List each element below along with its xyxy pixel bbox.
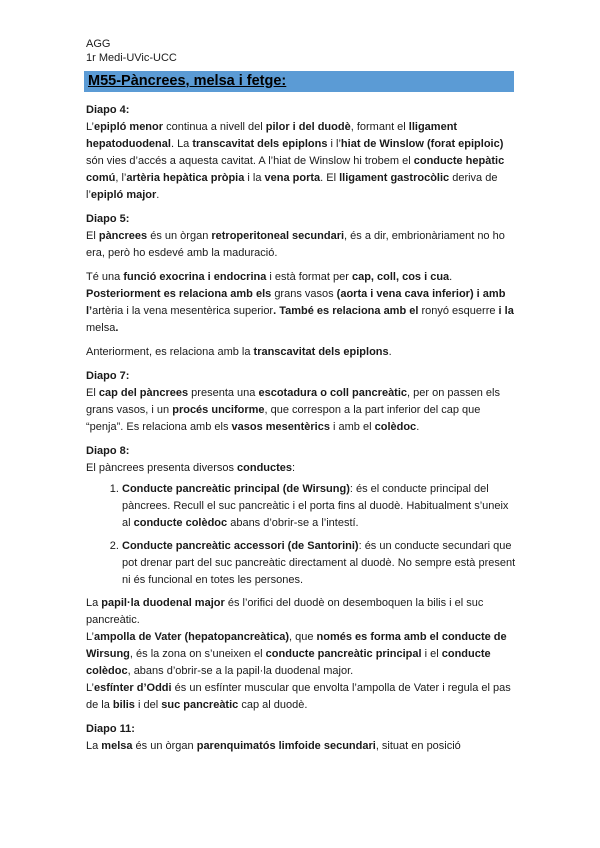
bold-term: escotadura o coll pancreàtic — [258, 387, 408, 399]
text-run: i el — [421, 648, 442, 660]
bold-term: epipló menor — [93, 121, 164, 133]
text-run: presenta una — [188, 387, 259, 399]
bold-term: només es forma amb el conducte de Wirsung — [86, 631, 507, 660]
bold-term: funció exocrina i endocrina — [123, 271, 267, 283]
bold-term: . També es relaciona amb el — [273, 305, 422, 317]
text-run: El — [86, 230, 99, 242]
section-diapo-4 — [86, 102, 516, 204]
bold-term: vasos mesentèrics — [231, 421, 330, 433]
text-run: és un òrgan — [132, 740, 197, 752]
bold-term: conducte pancreàtic principal — [265, 648, 422, 660]
bold-term: pàncrees — [98, 230, 148, 242]
paragraph — [86, 680, 516, 714]
text-run: Anteriorment, es relaciona amb la — [86, 346, 254, 358]
section-heading: Diapo 4: — [86, 104, 130, 116]
text-run: . La — [170, 138, 193, 150]
duct-list — [86, 481, 516, 589]
list-item — [122, 538, 516, 589]
bold-term: conducte colèdoc — [133, 517, 228, 529]
bold-term: colèdoc — [374, 421, 417, 433]
text-run: artèria i la vena mesentèrica superior — [92, 305, 274, 317]
paragraph — [86, 119, 516, 204]
text-run: continua a nivell del — [163, 121, 266, 133]
text-run: i del — [134, 699, 162, 711]
text-run: i la — [244, 172, 265, 184]
bold-term: . — [115, 322, 119, 334]
section-heading: Diapo 8: — [86, 445, 130, 457]
paragraph — [86, 629, 516, 680]
bold-term: lligament gastrocòlic — [339, 172, 450, 184]
bold-term: transcavitat dels epiplons — [192, 138, 328, 150]
text-run: i l’ — [327, 138, 341, 150]
bold-term: conducte colèdoc — [86, 648, 491, 677]
bold-term: Conducte pancreàtic principal (de Wirsung) — [122, 483, 350, 495]
bold-term: esfínter d’Oddi — [93, 682, 172, 694]
bold-term: pilor i del duodè — [265, 121, 351, 133]
text-run: , que correspon a la part inferior del cap que “penja”. Es relaciona amb els — [86, 404, 481, 433]
bold-term: bilis — [112, 699, 135, 711]
text-run: és l’orifici del duodè on desemboquen la bilis i el suc pancreàtic. — [86, 597, 484, 626]
text-run: , abans d’obrir-se a la papil·la duodenal major. — [127, 665, 354, 677]
paragraph — [86, 738, 516, 755]
document-header — [86, 37, 177, 65]
bold-term: cap, coll, cos i cua — [351, 271, 450, 283]
bold-term: Posteriorment es relaciona amb els — [86, 288, 275, 300]
author-initials: AGG — [86, 38, 111, 50]
text-run: és un òrgan — [147, 230, 212, 242]
bold-term: hiat de Winslow (forat epiploic) — [340, 138, 504, 150]
bold-term: conductes — [237, 462, 293, 474]
bold-term: papil·la duodenal major — [101, 597, 225, 609]
text-run: . El — [320, 172, 340, 184]
bold-term: i la — [495, 305, 514, 317]
text-run: L’ — [86, 121, 94, 133]
bold-term: Conducte pancreàtic accessori (de Santorini) — [122, 540, 359, 552]
text-run: , és la zona on s’uneixen el — [129, 648, 266, 660]
text-run: abans d’obrir-se a l’intestí. — [227, 517, 359, 529]
text-run: . — [416, 421, 420, 433]
paragraph — [86, 269, 516, 337]
bold-term: epipló major — [90, 189, 157, 201]
paragraph — [86, 385, 516, 436]
bold-term: procés unciforme — [172, 404, 265, 416]
text-run: La — [86, 597, 102, 609]
text-run: , formant el — [350, 121, 409, 133]
text-run: El — [86, 387, 99, 399]
section-diapo-7 — [86, 368, 516, 436]
bold-term: retroperitoneal secundari — [211, 230, 345, 242]
bold-term: lligament hepatoduodenal — [86, 121, 458, 150]
document-body — [86, 102, 516, 762]
text-run: són vies d’accés a aquesta cavitat. A l’hiat de Winslow hi trobem el — [86, 155, 414, 167]
course-label: 1r Medi-UVic-UCC — [86, 52, 177, 64]
text-run: . — [156, 189, 160, 201]
text-run: : — [292, 462, 296, 474]
paragraph — [86, 228, 516, 262]
bold-term: artèria hepàtica pròpia — [126, 172, 245, 184]
bold-term: ampolla de Vater (hepatopancreàtica) — [93, 631, 289, 643]
text-run: cap al duodè. — [238, 699, 308, 711]
text-run: Té una — [86, 271, 124, 283]
text-run: ronyó esquerre — [421, 305, 496, 317]
bold-term: (aorta i vena cava inferior) i amb l’ — [86, 288, 506, 317]
text-run: L’ — [86, 631, 94, 643]
section-heading: Diapo 5: — [86, 213, 130, 225]
text-run: és un esfínter muscular que envolta l’ampolla de Vater i regula el pas de la — [86, 682, 511, 711]
bold-term: suc pancreàtic — [161, 699, 239, 711]
bold-term: melsa — [101, 740, 133, 752]
text-run: L’ — [86, 682, 94, 694]
text-run: , és a dir, embrionàriament no ho era, però ho esdevé amb la maduració. — [86, 230, 505, 259]
text-run: , l’ — [115, 172, 127, 184]
paragraph — [86, 595, 516, 629]
text-run: , que — [288, 631, 317, 643]
bold-term: cap del pàncrees — [98, 387, 189, 399]
bold-term: parenquimatós limfoide secundari — [196, 740, 376, 752]
section-diapo-11 — [86, 721, 516, 755]
section-heading: Diapo 7: — [86, 370, 130, 382]
text-run: i està format per — [266, 271, 352, 283]
text-run: : és un conducte secundari que pot drenar part del suc pancreàtic directament al duodè. No sempre està present ni és funcional en totes les persones. — [122, 540, 516, 586]
paragraph — [86, 344, 516, 361]
section-diapo-8 — [86, 443, 516, 714]
list-item — [122, 481, 516, 532]
title-bar — [84, 71, 514, 92]
text-run: El pàncrees presenta diversos — [86, 462, 238, 474]
bold-term: conducte hepàtic comú — [86, 155, 505, 184]
text-run: i amb el — [329, 421, 375, 433]
text-run: La — [86, 740, 102, 752]
text-run: : és el conducte principal del pàncrees. Recull el suc pancreàtic i el porta fins al duodè. Habitualment s’uneix al — [122, 483, 509, 529]
page-title: M55-Pàncrees, melsa i fetge: — [88, 73, 287, 89]
text-run: grans vasos — [274, 288, 334, 300]
text-run: . — [388, 346, 392, 358]
paragraph — [86, 460, 516, 477]
text-run: , situat en posició — [375, 740, 461, 752]
text-run: , per on passen els grans vasos, i un — [86, 387, 500, 416]
text-run: melsa — [86, 322, 116, 334]
bold-term: transcavitat dels epiplons — [253, 346, 389, 358]
text-run: deriva de l’ — [86, 172, 498, 201]
section-diapo-5 — [86, 211, 516, 361]
text-run: . — [449, 271, 453, 283]
bold-term: vena porta — [264, 172, 321, 184]
section-heading: Diapo 11: — [86, 723, 135, 735]
